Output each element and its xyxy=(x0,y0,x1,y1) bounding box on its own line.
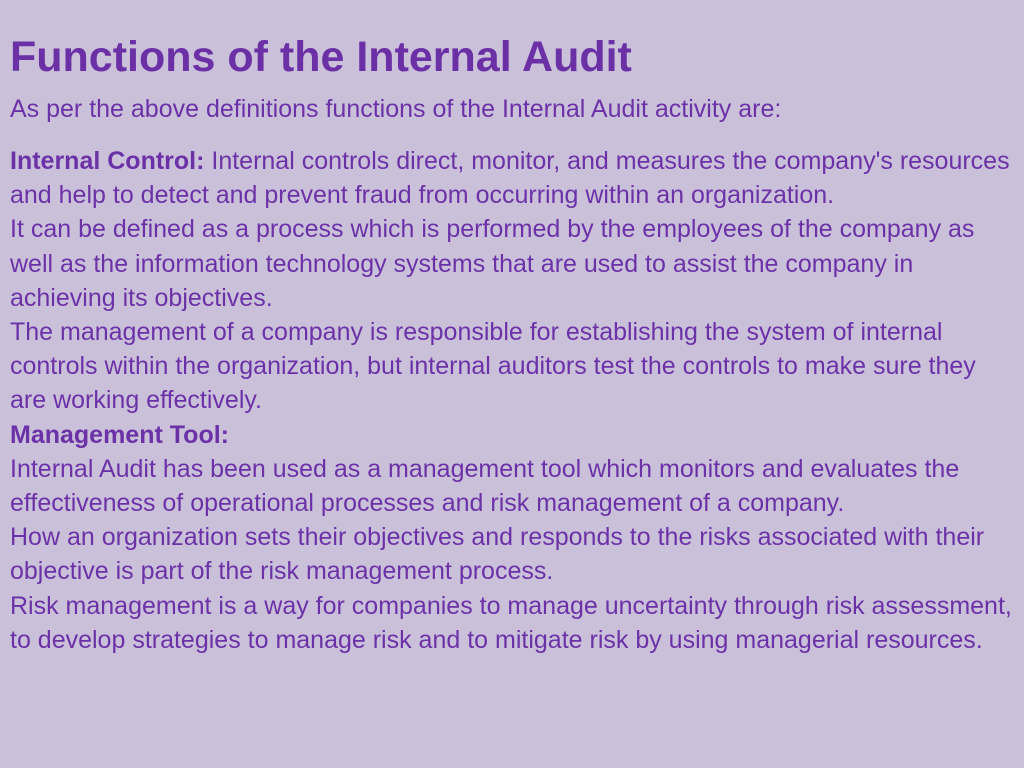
management-tool-paragraph: Internal Audit has been used as a management tool which monitors and evaluates the effectiveness of operational processes and risk management of a company. xyxy=(10,454,960,518)
risk-management-paragraph: Risk management is a way for companies to manage uncertainty through risk assessment, to develop strategies to manage risk and to mitigate risk by using managerial resources. xyxy=(10,591,1012,654)
internal-control-paragraph xyxy=(10,144,1015,212)
internal-control-heading: Internal Control: xyxy=(10,147,205,175)
management-responsibility-paragraph: The management of a company is responsible for establishing the system of internal controls within the organization, but internal auditors test the controls to make sure they are working effectively. xyxy=(10,318,976,415)
objectives-paragraph: How an organization sets their objectives and responds to the risks associated with their objective is part of the risk management process. xyxy=(10,523,985,586)
internal-control-text: Internal controls direct, monitor, and measures the company's resources and help to detect and prevent fraud from occurring within an organization. xyxy=(10,147,1010,210)
slide-body xyxy=(10,144,1015,657)
slide-title: Functions of the Internal Audit xyxy=(10,33,632,81)
process-paragraph: It can be defined as a process which is performed by the employees of the company as well as the information technology systems that are used to assist the company in achieving its objectives. xyxy=(10,215,975,312)
intro-text: As per the above definitions functions of the Internal Audit activity are: xyxy=(10,95,782,123)
management-tool-heading: Management Tool: xyxy=(10,420,229,449)
